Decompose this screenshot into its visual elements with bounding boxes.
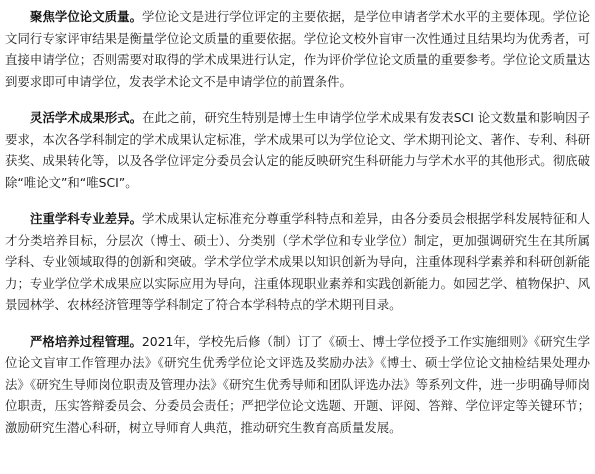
paragraph-discipline-differences — [5, 208, 590, 316]
paragraph-text: 学术成果认定标准充分尊重学科特点和差异，由各分委员会根据学科发展特征和人才分类培养目标，分层次（博士、硕士）、分类别（学术学位和专业学位）制定，更加强调研究生在其所属学科、专业领域取得的创新和突破。学术学位学术成果以知识创新为导向，注重体现科学素养和科研创新能力；专业学位学术成果应以实际应用为导向，注重体现职业素养和实践创新能力。如园艺学、植物保护、风景园林学、农林经济管理等学科制定了符合本学科特点的学术期刊目录。 — [5, 211, 591, 312]
paragraph-text: 2021年，学校先后修（制）订了《硕士、博士学位授予工作实施细则》《研究生学位论文盲审工作管理办法》《研究生优秀学位论文评选及奖励办法》《博士、硕士学位论文抽检结果处理办法》《研究生导师岗位职责及管理办法》《研究生优秀导师和团队评选办法》等系列文件，进一步明确导师岗位职责，压实答辩委员会、分委员会责任；严把学位论文选题、开题、评阅、答辩、学位评定等关键环节；激励研究生潜心科研，树立导师育人典范，推动研究生教育高质量发展。 — [5, 333, 590, 435]
paragraph-text: 学位论文是进行学位评定的主要依据，是学位申请者学术水平的主要体现。学位论文同行专家评审结果是衡量学位论文质量的重要依据。学位论文校外盲审一次性通过且结果均为优秀者，可直接申请学位；否则需要对取得的学术成果进行认定，作为评价学位论文质量的重要参考。学位论文质量达到要求即可申请学位，发表学术论文不是申请学位的前置条件。 — [5, 9, 591, 89]
paragraph-heading: 灵活学术成果形式。 — [30, 110, 143, 125]
paragraph-text: 在此之前，研究生特别是博士生申请学位学术成果有发表SCI 论文数量和影响因子要求，本次各学科制定的学术成果认定标准，学术成果可以为学位论文、学术期刊论文、著作、专利、科研获奖、成果转化等，以及各学位评定分委员会认定的能反映研究生科研能力与学术水平的其他形式。彻底破除“唯论文”和“唯SCI”。 — [5, 110, 591, 190]
paragraph-heading: 聚焦学位论文质量。 — [30, 9, 143, 24]
paragraph-thesis-quality — [5, 6, 590, 92]
paragraph-achievement-forms — [5, 107, 590, 193]
paragraph-process-management — [5, 331, 590, 439]
paragraph-heading: 严格培养过程管理。 — [30, 333, 142, 349]
paragraph-heading: 注重学科专业差异。 — [30, 211, 143, 226]
